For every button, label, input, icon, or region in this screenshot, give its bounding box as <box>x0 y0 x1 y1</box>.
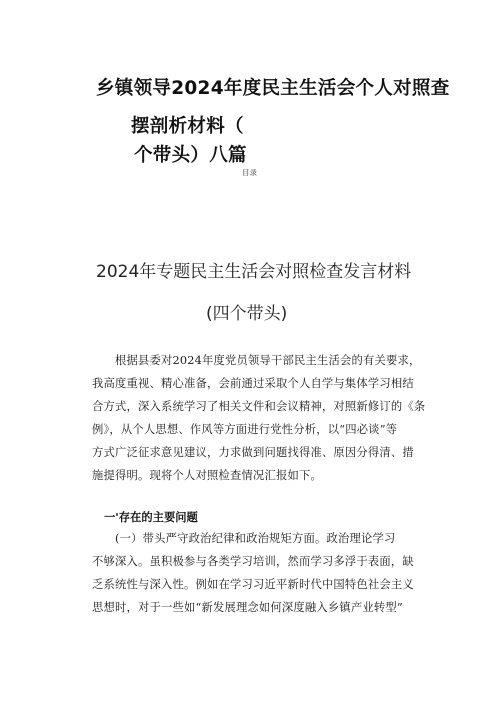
sub-heading: (四个带头) <box>206 304 288 324</box>
intro-line: 合方式，深入系统学习了相关文件和会议精神，对照新修订的《条 <box>92 400 426 413</box>
intro-line: 方式广泛征求意见建议，力求做到问题找得准、原因分得清、措 <box>92 446 414 459</box>
body-line: (一）带头严守政治纪律和政治规矩方面。政治理论学习 <box>92 532 396 545</box>
main-heading: 2024年专题民主生活会对照检查发言材料 <box>96 262 412 282</box>
intro-line: 施提得明。现将个人对照检查情况汇报如下。 <box>92 469 322 482</box>
document-title-line-2: 摆剖析材料（ <box>131 116 244 137</box>
document-title-line-3: 个带头）八篇 <box>134 145 247 166</box>
intro-line: 例》，从个人思想、作风等方面进行党性分析，以“四必谈”等 <box>92 423 398 436</box>
intro-line: 我高度重视、精心准备，会前通过采取个人自学与集体学习相结 <box>92 377 414 390</box>
body-line: 不够深入。虽积极参与各类学习培训，然而学习多浮于表面，缺 <box>92 555 414 568</box>
table-of-contents-label: 目录 <box>242 168 257 177</box>
intro-line: 根据县委对2024年度党员领导干部民主生活会的有关要求， <box>92 354 421 367</box>
document-title-line-1: 乡镇领导2024年度民主生活会个人对照查 <box>96 78 450 99</box>
intro-paragraph <box>92 349 428 487</box>
section-heading: 一'存在的主要问题 <box>104 510 198 524</box>
body-line: 思想时，对于一些如“新发展理念如何深度融入乡镇产业转型” <box>92 601 403 614</box>
body-line: 乏系统性与深入性。例如在学习习近平新时代中国特色社会主义 <box>92 578 414 591</box>
problem-paragraph <box>92 527 428 619</box>
